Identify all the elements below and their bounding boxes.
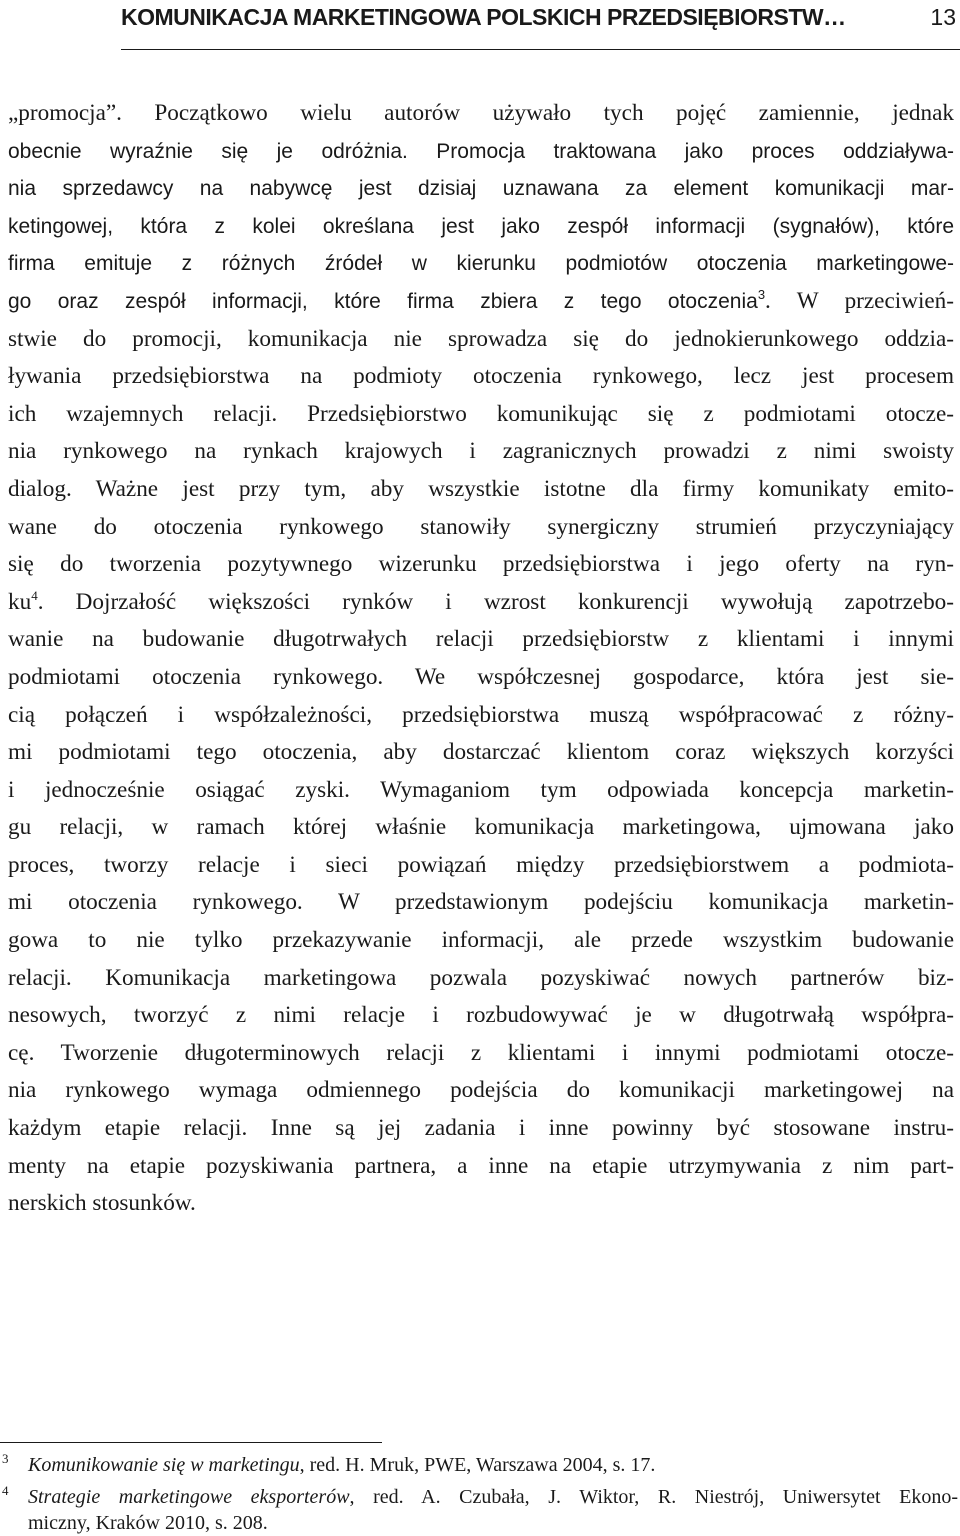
body-line-7: stwie do promocji, komunikacja nie sprowadza się do jednokierunkowego oddzia- xyxy=(8,325,954,352)
footnote-rule xyxy=(0,1442,382,1443)
body-line-3: nia sprzedawcy na nabywcę jest dzisiaj uznawana za element komunikacji mar- xyxy=(8,177,954,201)
body-line-6-tail: . W przeciwień- xyxy=(765,287,954,314)
running-title: KOMUNIKACJA MARKETINGOWA POLSKICH PRZEDSIĘBIORSTW… xyxy=(121,4,846,30)
footnote-4 xyxy=(0,1484,958,1536)
body-line-14 xyxy=(8,584,954,622)
body-line-16: podmiotami otoczenia rynkowego. We współczesnej gospodarce, która jest sie- xyxy=(8,663,954,690)
body-line-30: nerskich stosunków. xyxy=(8,1190,196,1217)
body-line-29: menty na etapie pozyskiwania partnera, a inne na etapie utrzymywania z nim part- xyxy=(8,1152,954,1179)
header-rule xyxy=(121,49,960,50)
footnote-3-rest: , red. H. Mruk, PWE, Warszawa 2004, s. 17. xyxy=(299,1454,656,1476)
body-line-17: cią połączeń i współzależności, przedsiębiorstwa muszą współpracować z różny- xyxy=(8,701,954,728)
footnote-4-line-2: miczny, Kraków 2010, s. 208. xyxy=(28,1512,268,1534)
body-line-18: mi podmiotami tego otoczenia, aby dostarczać klientom coraz większych korzyści xyxy=(8,739,954,766)
body-line-15: wanie na budowanie długotrwałych relacji przedsiębiorstw z klientami i innymi xyxy=(8,626,954,653)
footnotes xyxy=(0,1452,958,1536)
footnote-ref-3[interactable]: 3 xyxy=(757,286,766,302)
body-line-6 xyxy=(8,283,954,321)
body-line-14-text: ku xyxy=(8,588,32,615)
footnote-3-title: Komunikowanie się w marketingu xyxy=(28,1454,300,1476)
footnote-ref-4[interactable]: 4 xyxy=(31,587,38,603)
body-line-5: firma emituje z różnych źródeł w kierunku podmiotów otoczenia marketingowe- xyxy=(8,252,954,276)
body-line-26: cę. Tworzenie długoterminowych relacji z klientami i innymi podmiotami otocze- xyxy=(8,1039,954,1066)
footnote-3-line xyxy=(28,1452,958,1478)
footnote-4-title: Strategie marketingowe eksporterów xyxy=(28,1486,350,1508)
body-line-9: ich wzajemnych relacji. Przedsiębiorstwo komunikując się z podmiotami otocze- xyxy=(8,400,954,427)
body-line-25: nesowych, tworzyć z nimi relacje i rozbudowywać je w długotrwałą współpra- xyxy=(8,1002,954,1029)
body-line-22: mi otoczenia rynkowego. W przedstawionym podejściu komunikacja marketin- xyxy=(8,889,954,916)
footnote-number: 4 xyxy=(2,1483,9,1498)
footnote-4-rest: , red. A. Czubała, J. Wiktor, R. Niestrój, Uniwersytet Ekono- xyxy=(349,1486,958,1508)
body-line-20: gu relacji, w ramach której właśnie komunikacja marketingowa, ujmowana jako xyxy=(8,814,954,841)
footnote-number: 3 xyxy=(2,1451,9,1466)
body-line-10: nia rynkowego na rynkach krajowych i zagranicznych prowadzi z nimi swoisty xyxy=(8,438,954,465)
body-line-21: proces, tworzy relacje i sieci powiązań między przedsiębiorstwem a podmiota- xyxy=(8,851,954,878)
body-line-13: się do tworzenia pozytywnego wizerunku przedsiębiorstwa i jego oferty na ryn- xyxy=(8,551,954,578)
body-line-24: relacji. Komunikacja marketingowa pozwala pozyskiwać nowych partnerów biz- xyxy=(8,964,954,991)
body-line-28: każdym etapie relacji. Inne są jej zadania i inne powinny być stosowane instru- xyxy=(8,1115,954,1142)
body-line-14-tail: . Dojrzałość większości rynków i wzrost konkurencji wywołują zapotrzebo- xyxy=(37,588,954,615)
body-line-23: gowa to nie tylko przekazywanie informacji, ale przede wszystkim budowanie xyxy=(8,927,954,954)
body-line-1: „promocja”. Początkowo wielu autorów używało tych pojęć zamiennie, jednak xyxy=(8,100,954,126)
body-line-27: nia rynkowego wymaga odmiennego podejścia do komunikacji marketingowej na xyxy=(8,1077,954,1104)
footnote-3 xyxy=(0,1452,958,1484)
body-line-12: wane do otoczenia rynkowego stanowiły synergiczny strumień przyczyniający xyxy=(8,513,954,540)
body-line-8: ływania przedsiębiorstwa na podmioty otoczenia rynkowego, lecz jest procesem xyxy=(8,363,954,390)
body-line-4: ketingowej, która z kolei określana jest jako zespół informacji (sygnałów), które xyxy=(8,214,954,238)
body-line-11: dialog. Ważne jest przy tym, aby wszystkie istotne dla firmy komunikaty emito- xyxy=(8,475,954,502)
running-header xyxy=(0,0,960,52)
body-line-6-text: go oraz zespół informacji, które firma zbiera z tego otoczenia xyxy=(8,289,758,313)
body-line-19: i jednocześnie osiągać zyski. Wymaganiom tym odpowiada koncepcja marketin- xyxy=(8,776,954,803)
body-line-2: obecnie wyraźnie się je odróżnia. Promocja traktowana jako proces oddziaływa- xyxy=(8,139,954,163)
body-text xyxy=(8,95,954,1223)
page-number: 13 xyxy=(930,4,956,30)
footnote-4-line-1 xyxy=(28,1484,958,1510)
